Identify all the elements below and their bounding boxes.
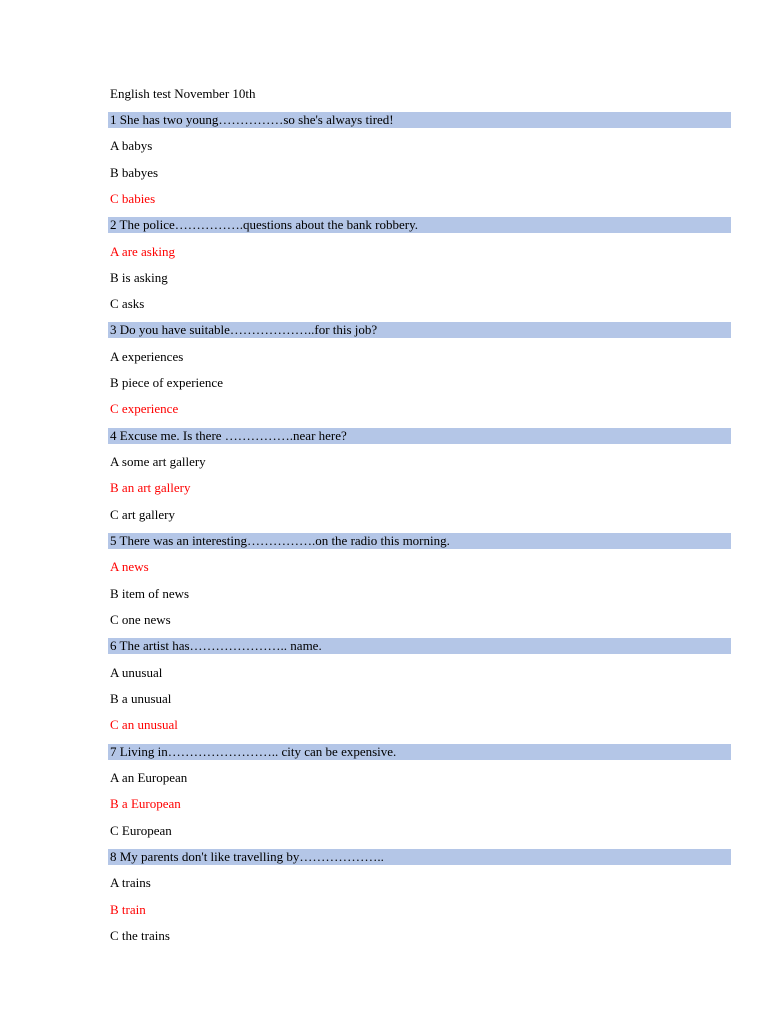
- option-3b: B piece of experience: [110, 375, 223, 390]
- question-5: 5 There was an interesting…………….on the radio this morning.: [108, 533, 731, 549]
- question-6: 6 The artist has………………….. name.: [108, 638, 731, 654]
- option-2c: C asks: [110, 296, 145, 311]
- option-5b: B item of news: [110, 586, 190, 601]
- option-6b: B a unusual: [110, 691, 172, 706]
- option-6a: A unusual: [110, 665, 163, 680]
- option-5a-correct: A news: [110, 559, 149, 574]
- option-5c: C one news: [110, 612, 171, 627]
- page-title: English test November 10th: [110, 86, 256, 101]
- option-7c: C European: [110, 823, 172, 838]
- option-2a-correct: A are asking: [110, 244, 175, 259]
- option-3c-correct: C experience: [110, 401, 179, 416]
- option-1a: A babys: [110, 138, 153, 153]
- question-2: 2 The police…………….questions about the bank robbery.: [108, 217, 731, 233]
- question-4: 4 Excuse me. Is there …………….near here?: [108, 428, 731, 444]
- option-3a: A experiences: [110, 349, 184, 364]
- option-8b-correct: B train: [110, 902, 146, 917]
- option-8c: C the trains: [110, 928, 170, 943]
- question-8: 8 My parents don't like travelling by………………..: [108, 849, 731, 865]
- option-4a: A some art gallery: [110, 454, 206, 469]
- question-3: 3 Do you have suitable………………..for this job?: [108, 322, 731, 338]
- option-1c-correct: C babies: [110, 191, 156, 206]
- option-2b: B is asking: [110, 270, 168, 285]
- option-7b-correct: B a European: [110, 796, 181, 811]
- option-7a: A an European: [110, 770, 188, 785]
- question-7: 7 Living in…………………….. city can be expensive.: [108, 744, 731, 760]
- option-4b-correct: B an art gallery: [110, 480, 191, 495]
- option-8a: A trains: [110, 875, 151, 890]
- option-1b: B babyes: [110, 165, 159, 180]
- option-4c: C art gallery: [110, 507, 175, 522]
- question-1: 1 She has two young……………so she's always tired!: [108, 112, 731, 128]
- option-6c-correct: C an unusual: [110, 717, 178, 732]
